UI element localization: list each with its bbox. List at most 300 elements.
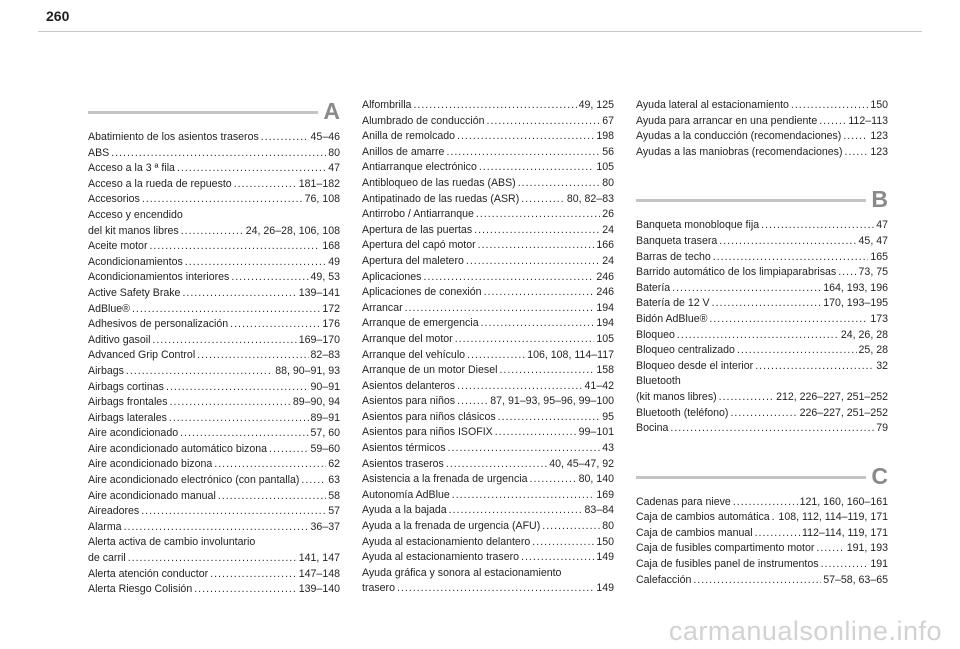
index-term: Alerta Riesgo Colisión — [88, 583, 193, 596]
dot-leader — [185, 255, 326, 271]
index-entries — [636, 495, 888, 589]
index-entry — [362, 176, 614, 192]
index-pages: 168 — [322, 240, 340, 253]
index-entry — [636, 557, 888, 573]
index-term: Antibloqueo de las ruedas (ABS) — [362, 176, 516, 189]
dot-leader — [446, 457, 547, 473]
index-pages: 49 — [328, 255, 340, 268]
index-term: Bloqueo centralizado — [636, 344, 735, 357]
index-pages: 62 — [328, 458, 340, 471]
index-entry — [362, 519, 614, 535]
index-pages: 112–114, 119, 171 — [801, 526, 888, 539]
index-term: Arranque de un motor Diesel — [362, 364, 498, 377]
index-pages: 169–170 — [298, 333, 340, 346]
dot-leader — [124, 520, 309, 536]
index-entry — [88, 130, 340, 146]
dot-leader — [693, 573, 821, 589]
index-entries — [88, 130, 340, 598]
index-term: AdBlue® — [88, 302, 130, 315]
index-term: Apertura de las puertas — [362, 223, 473, 236]
index-entry-heading: Ayuda gráfica y sonora al estacionamiento — [362, 566, 562, 579]
index-term: Cadenas para nieve — [636, 495, 731, 508]
index-entry — [88, 582, 340, 598]
dot-leader — [149, 239, 320, 255]
index-entry — [88, 192, 340, 208]
index-term: Arranque de emergencia — [362, 317, 479, 330]
index-entry — [88, 426, 340, 442]
index-pages: 90–91 — [310, 380, 340, 393]
index-pages: 57 — [328, 505, 340, 518]
index-entry — [636, 250, 888, 266]
dot-leader — [843, 129, 868, 145]
dot-leader — [713, 250, 869, 266]
index-entry — [88, 255, 340, 271]
index-term: Aire acondicionado manual — [88, 489, 216, 502]
dot-leader — [457, 379, 582, 395]
index-term: Asientos para niños ISOFIX — [362, 426, 493, 439]
dot-leader — [819, 114, 846, 130]
dot-leader — [709, 312, 868, 328]
index-entry — [636, 281, 888, 297]
dot-leader — [821, 557, 869, 573]
dot-leader — [755, 526, 800, 542]
dot-leader — [194, 582, 297, 598]
index-term: Asientos térmicos — [362, 442, 446, 455]
section-rule — [636, 199, 866, 202]
index-term: Banqueta trasera — [636, 234, 718, 247]
index-term: Aplicaciones de conexión — [362, 286, 482, 299]
index-pages: 41–42 — [584, 379, 614, 392]
dot-leader — [128, 551, 297, 567]
dot-leader — [301, 473, 326, 489]
dot-leader — [521, 192, 565, 208]
index-term: Bloqueo — [636, 328, 675, 341]
dot-leader — [169, 411, 309, 427]
index-pages: 172 — [322, 302, 340, 315]
index-entry — [362, 270, 614, 286]
index-entry — [362, 581, 614, 597]
dot-leader — [737, 343, 857, 359]
index-entry — [88, 177, 340, 193]
section-header — [88, 98, 340, 124]
index-pages: 24, 26–28, 106, 108 — [245, 224, 340, 237]
dot-leader — [180, 426, 308, 442]
index-term: Aire acondicionado bizona — [88, 458, 213, 471]
index-pages: 149 — [596, 551, 614, 564]
dot-leader — [452, 488, 595, 504]
index-term: Bloqueo desde el interior — [636, 359, 754, 372]
dot-leader — [474, 223, 600, 239]
index-entry — [362, 223, 614, 239]
index-column-2 — [362, 98, 614, 597]
index-pages: 112–113 — [848, 114, 888, 127]
dot-leader — [498, 410, 601, 426]
dot-leader — [141, 504, 326, 520]
index-entry — [88, 380, 340, 396]
index-term: Apertura del maletero — [362, 254, 464, 267]
index-term: (kit manos libres) — [636, 390, 717, 403]
index-entry — [88, 317, 340, 333]
dot-leader — [467, 348, 525, 364]
dot-leader — [177, 161, 326, 177]
index-term: Aire acondicionado automático bizona — [88, 442, 268, 455]
index-entry — [636, 312, 888, 328]
index-pages: 36–37 — [310, 520, 340, 533]
index-entry — [362, 301, 614, 317]
index-term: Alarma — [88, 520, 122, 533]
index-term: Anilla de remolcado — [362, 130, 456, 143]
dot-leader — [182, 286, 296, 302]
index-term: Asientos para niños — [362, 395, 456, 408]
index-entry — [636, 328, 888, 344]
index-pages: 123 — [870, 145, 888, 158]
index-pages: 165 — [870, 250, 888, 263]
index-term: Autonomía AdBlue — [362, 488, 450, 501]
index-pages: 24 — [602, 223, 614, 236]
index-term: Airbags — [88, 364, 124, 377]
index-pages: 181–182 — [298, 177, 340, 190]
dot-leader — [772, 510, 777, 526]
index-pages: 76, 108 — [304, 193, 340, 206]
dot-leader — [755, 359, 874, 375]
index-term: Caja de fusibles panel de instrumentos — [636, 558, 819, 571]
index-entry — [88, 442, 340, 458]
section-letter: B — [871, 186, 888, 213]
index-entry — [636, 573, 888, 589]
index-term: Barras de techo — [636, 250, 711, 263]
index-entry — [362, 254, 614, 270]
dot-leader — [730, 406, 797, 422]
index-entry — [88, 239, 340, 255]
index-entry — [362, 316, 614, 332]
dot-leader — [478, 238, 595, 254]
index-term: Ayuda a la frenada de urgencia (AFU) — [362, 520, 541, 533]
index-entry — [362, 238, 614, 254]
index-pages: 88, 90–91, 93 — [275, 364, 340, 377]
index-pages: 194 — [596, 301, 614, 314]
dot-leader — [532, 535, 594, 551]
index-term: Batería de 12 V — [636, 297, 710, 310]
dot-leader — [231, 270, 308, 286]
section-rule — [88, 111, 318, 114]
index-pages: 212, 226–227, 251–252 — [776, 390, 888, 403]
watermark: carmanualsonline.info — [668, 616, 942, 646]
index-term: Alfombrilla — [362, 99, 412, 111]
index-entry — [636, 98, 888, 114]
index-pages: 24, 26, 28 — [840, 328, 888, 341]
index-term: Ayuda para arrancar en una pendiente — [636, 114, 818, 127]
dot-leader — [521, 550, 594, 566]
dot-leader — [476, 207, 600, 223]
index-term: Caja de cambios manual — [636, 526, 753, 539]
index-pages: 59–60 — [310, 442, 340, 455]
index-term: Aire acondicionado — [88, 427, 179, 440]
dot-leader — [712, 296, 822, 312]
index-entry — [362, 394, 614, 410]
index-entry — [362, 410, 614, 426]
index-pages: 87, 91–93, 95–96, 99–100 — [490, 395, 614, 408]
index-entry — [88, 551, 340, 567]
index-entry — [362, 535, 614, 551]
index-pages: 40, 45–47, 92 — [549, 457, 614, 470]
index-term: de carril — [88, 552, 126, 565]
index-entry — [362, 207, 614, 223]
dot-leader — [170, 395, 291, 411]
index-pages: 80 — [602, 176, 614, 189]
index-term: Active Safety Brake — [88, 286, 181, 299]
index-term: Bidón AdBlue® — [636, 312, 708, 325]
dot-leader — [719, 234, 856, 250]
index-pages: 80 — [602, 520, 614, 533]
index-entry — [636, 129, 888, 145]
dot-leader — [214, 457, 326, 473]
dot-leader — [132, 302, 320, 318]
index-term: Asientos para niños clásicos — [362, 410, 496, 423]
index-entry — [362, 363, 614, 379]
index-entry — [362, 441, 614, 457]
dot-leader — [448, 441, 601, 457]
dot-leader — [449, 503, 583, 519]
index-entry — [636, 495, 888, 511]
index-entry — [362, 488, 614, 504]
section-header — [636, 463, 888, 489]
section-letter: C — [871, 462, 888, 489]
index-entries — [362, 98, 614, 597]
index-pages: 106, 108, 114–117 — [527, 348, 614, 361]
index-entries — [636, 98, 888, 160]
dot-leader — [111, 146, 326, 162]
dot-leader — [446, 145, 600, 161]
dot-leader — [733, 495, 798, 511]
index-pages: 63 — [328, 474, 340, 487]
index-entry — [636, 296, 888, 312]
dot-leader — [487, 114, 601, 130]
index-entry — [636, 406, 888, 422]
index-pages: 56 — [602, 145, 614, 158]
index-term: Acceso a la rueda de repuesto — [88, 177, 232, 190]
index-pages: 191 — [870, 558, 888, 571]
index-term: Antipatinado de las ruedas (ASR) — [362, 192, 520, 205]
index-term: Caja de fusibles compartimento motor — [636, 542, 815, 555]
dot-leader — [166, 380, 309, 396]
index-pages: 191, 193 — [846, 542, 888, 555]
index-pages: 47 — [328, 162, 340, 175]
index-pages: 49, 53 — [310, 271, 340, 284]
dot-leader — [542, 519, 600, 535]
index-entry-heading: Acceso y encendido — [88, 208, 183, 221]
index-pages: 95 — [602, 410, 614, 423]
index-pages: 194 — [596, 317, 614, 330]
index-entry — [88, 457, 340, 473]
index-pages: 83–84 — [584, 504, 614, 517]
index-term: Acondicionamientos — [88, 255, 183, 268]
index-entry — [88, 270, 340, 286]
index-pages: 198 — [596, 130, 614, 143]
dot-leader — [761, 218, 874, 234]
index-pages: 169 — [596, 488, 614, 501]
dot-leader — [218, 489, 326, 505]
index-pages: 57–58, 63–65 — [823, 573, 888, 586]
index-column-3 — [636, 98, 888, 588]
index-term: Calefacción — [636, 573, 692, 586]
index-pages: 49, 125 — [578, 99, 614, 111]
index-pages: 45, 47 — [858, 234, 888, 247]
index-term: Aditivo gasoil — [88, 333, 151, 346]
index-entry — [88, 567, 340, 583]
index-pages: 105 — [596, 332, 614, 345]
index-pages: 24 — [602, 254, 614, 267]
dot-leader — [261, 130, 309, 146]
index-pages: 139–140 — [298, 583, 340, 596]
index-entry — [362, 332, 614, 348]
index-entry — [88, 286, 340, 302]
dot-leader — [466, 254, 600, 270]
index-entry — [636, 541, 888, 557]
index-entry — [362, 379, 614, 395]
dot-leader — [530, 472, 577, 488]
dot-leader — [845, 145, 869, 161]
index-term: Acceso a la 3 ª fila — [88, 162, 175, 175]
index-entry — [636, 390, 888, 406]
index-term: Ayuda a la bajada — [362, 504, 447, 517]
index-pages: 226–227, 251–252 — [799, 406, 888, 419]
index-entry — [636, 359, 888, 375]
index-entry — [362, 114, 614, 130]
index-entry — [636, 421, 888, 437]
index-term: Caja de cambios automática — [636, 511, 770, 524]
index-term: Barrido automático de los limpiaparabrisas — [636, 266, 837, 279]
dot-leader — [142, 192, 303, 208]
index-entry — [88, 504, 340, 520]
index-term: Aplicaciones — [362, 270, 422, 283]
index-term: Alerta atención conductor — [88, 567, 209, 580]
index-term: Airbags frontales — [88, 396, 168, 409]
index-entry — [636, 145, 888, 161]
index-term: Anillos de amarre — [362, 145, 445, 158]
dot-leader — [495, 425, 577, 441]
index-pages: 170, 193–195 — [823, 297, 888, 310]
index-pages: 147–148 — [298, 567, 340, 580]
header-rule — [38, 31, 922, 32]
index-pages: 43 — [602, 442, 614, 455]
index-pages: 79 — [876, 422, 888, 435]
index-pages: 139–141 — [298, 286, 340, 299]
index-pages: 173 — [870, 312, 888, 325]
index-entry — [362, 98, 614, 114]
index-pages: 45–46 — [310, 131, 340, 143]
dot-leader — [405, 301, 595, 317]
index-entry — [636, 218, 888, 234]
index-term: Airbags cortinas — [88, 380, 164, 393]
dot-leader — [672, 281, 821, 297]
index-term: Asientos delanteros — [362, 379, 456, 392]
index-term: Arranque del vehículo — [362, 348, 466, 361]
index-entry — [88, 348, 340, 364]
dot-leader — [269, 442, 308, 458]
index-entry-heading: Bluetooth — [636, 375, 681, 388]
section-gap — [636, 437, 888, 463]
index-term: Arrancar — [362, 301, 403, 314]
dot-leader — [457, 129, 594, 145]
dot-leader — [670, 421, 874, 437]
index-pages: 150 — [596, 535, 614, 548]
index-pages: 73, 75 — [858, 266, 888, 279]
index-term: Aireadores — [88, 505, 140, 518]
index-term: Advanced Grip Control — [88, 349, 196, 362]
index-entry — [88, 520, 340, 536]
index-pages: 80, 140 — [578, 473, 614, 486]
index-pages: 26 — [602, 208, 614, 221]
index-term: Ayuda al estacionamiento delantero — [362, 535, 531, 548]
index-term: trasero — [362, 582, 395, 595]
index-entry — [88, 333, 340, 349]
index-term: Adhesivos de personalización — [88, 318, 229, 331]
index-term: del kit manos libres — [88, 224, 179, 237]
index-term: Antiarranque electrónico — [362, 161, 477, 174]
index-entry — [636, 343, 888, 359]
index-entry — [362, 129, 614, 145]
index-pages: 32 — [876, 359, 888, 372]
dot-leader — [791, 98, 868, 114]
index-pages: 99–101 — [578, 426, 614, 439]
index-term: Asistencia a la frenada de urgencia — [362, 473, 528, 486]
section-rule — [636, 476, 866, 479]
page-number: 260 — [46, 8, 70, 24]
index-entry — [636, 510, 888, 526]
index-pages: 141, 147 — [298, 552, 340, 565]
dot-leader — [481, 316, 595, 332]
index-pages: 149 — [596, 582, 614, 595]
index-pages: 121, 160, 160–161 — [799, 495, 888, 508]
dot-leader — [455, 332, 595, 348]
index-entry — [636, 265, 888, 281]
index-pages: 176 — [322, 318, 340, 331]
index-column-1 — [88, 98, 340, 598]
index-pages: 246 — [596, 286, 614, 299]
index-entry — [362, 160, 614, 176]
dot-leader — [719, 390, 774, 406]
index-entry — [362, 550, 614, 566]
index-entry — [362, 503, 614, 519]
index-entry — [88, 161, 340, 177]
index-term: Asientos traseros — [362, 457, 444, 470]
index-pages: 82–83 — [310, 349, 340, 362]
dot-leader — [479, 160, 594, 176]
index-entry — [88, 364, 340, 380]
index-term: Airbags laterales — [88, 411, 167, 424]
index-entry — [362, 425, 614, 441]
index-entry — [88, 473, 340, 489]
index-term: Abatimiento de los asientos traseros — [88, 131, 259, 143]
index-term: Accesorios — [88, 193, 140, 206]
index-term: Banqueta monobloque fija — [636, 219, 760, 232]
index-pages: 89–91 — [310, 411, 340, 424]
index-entry — [636, 526, 888, 542]
index-pages: 158 — [596, 364, 614, 377]
dot-leader — [397, 581, 594, 597]
index-term: Ayuda al estacionamiento trasero — [362, 551, 520, 564]
index-term: Apertura del capó motor — [362, 239, 476, 252]
index-term: Alumbrado de conducción — [362, 114, 485, 127]
index-term: ABS — [88, 146, 110, 159]
dot-leader — [677, 328, 839, 344]
index-entry-heading: Alerta activa de cambio involuntario — [88, 536, 256, 549]
index-pages: 57, 60 — [310, 427, 340, 440]
index-pages: 150 — [870, 99, 888, 111]
dot-leader — [838, 265, 856, 281]
index-term: Ayudas a las maniobras (recomendaciones) — [636, 145, 843, 158]
index-term: Aire acondicionado electrónico (con pantalla) — [88, 474, 300, 487]
